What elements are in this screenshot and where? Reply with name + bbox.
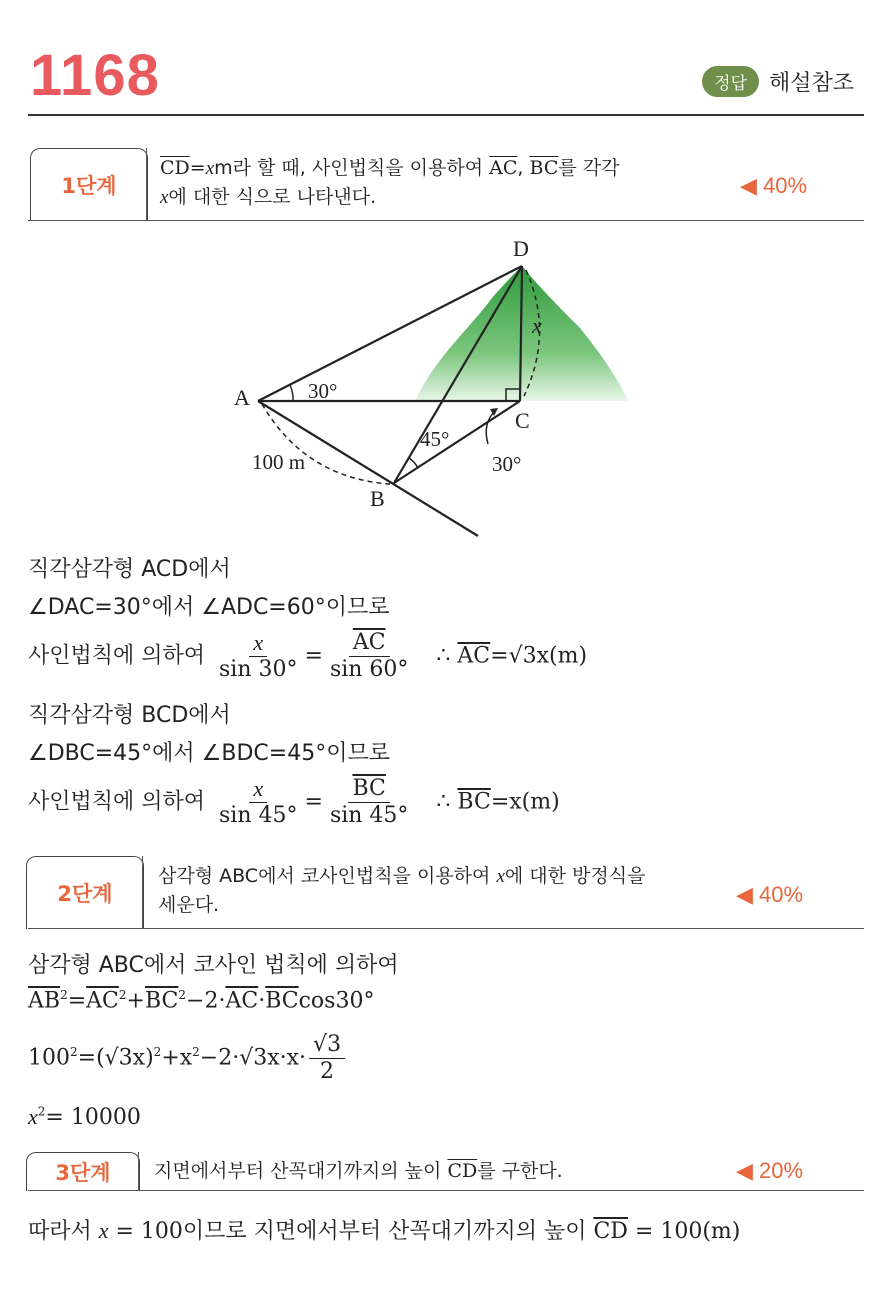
result: =x(m) (490, 789, 560, 815)
text: 를 각각 (558, 157, 620, 179)
text: 직각삼각형 ACD에서 (28, 557, 231, 582)
denominator: sin 45° (219, 803, 298, 828)
result: = 10000 (45, 1105, 141, 1130)
text: 에 대한 식으로 나타낸다. (168, 186, 377, 208)
var-x: x (98, 1218, 109, 1243)
term: =(√3x) (77, 1045, 154, 1071)
exponent: 2 (178, 988, 187, 1002)
step3-rule (28, 1190, 864, 1191)
exponent: 2 (37, 1104, 46, 1119)
angle-label-45-B: 45° (420, 427, 450, 451)
step3-divider (138, 1152, 139, 1190)
step3-label: 3단계 (26, 1152, 140, 1191)
final-answer (28, 1214, 740, 1245)
segment-bc: $\overline{BC}$ (144, 988, 179, 1014)
exponent: 2 (192, 1045, 200, 1060)
denominator: sin 45° (329, 803, 409, 828)
problem-number: 1168 (30, 43, 160, 108)
minus-term: −2· (186, 988, 226, 1014)
fraction (215, 630, 301, 683)
numerator: x (249, 630, 267, 657)
step2-rule (28, 928, 864, 929)
numerator: $\overline{AC}$ (349, 630, 390, 657)
segment-ac: $\overline{AC}$ (225, 988, 259, 1014)
exponent: 2 (118, 988, 127, 1002)
segment-bc: $\overline{BC}$ (457, 789, 491, 815)
text: = 100이므로 지면에서부터 산꼭대기까지의 높이 (108, 1219, 594, 1244)
label-A: A (234, 385, 250, 410)
plus: + (126, 988, 145, 1014)
sol1-line4 (28, 698, 231, 729)
step3-percent: ◀ 20% (736, 1158, 804, 1183)
sol1-line3 (28, 630, 587, 683)
answer-text: 해설참조 (768, 71, 854, 96)
segment-ab: $\overline{AB}$ (28, 988, 61, 1014)
result: =√3x(m) (490, 643, 588, 669)
numerator: √3 (309, 1032, 345, 1059)
sol2-line4 (28, 1104, 141, 1130)
answer-area (702, 66, 854, 97)
header-divider (28, 114, 864, 116)
text: , (517, 157, 530, 179)
var-x: x (496, 866, 505, 887)
angle-arrow-C (486, 410, 496, 444)
sol1-line5 (28, 736, 390, 767)
dot: · (258, 988, 266, 1014)
text: 에 대한 방정식을 (504, 865, 646, 887)
text: 직각삼각형 BCD에서 (28, 703, 231, 728)
text: 삼각형 ABC에서 코사인 법칙에 의하여 (28, 953, 399, 978)
therefore: ∴ (436, 789, 451, 815)
term: −2·√3x·x· (199, 1045, 307, 1071)
equals: = (189, 157, 206, 179)
step2-description (158, 862, 645, 919)
distance-label: 100 m (252, 450, 306, 474)
denominator: sin 60° (329, 657, 409, 682)
segment-ac: $\overline{AC}$ (489, 157, 518, 179)
triangle-mountain-diagram (220, 228, 660, 543)
step2-percent: ◀ 40% (736, 882, 804, 907)
step3-description (154, 1157, 563, 1185)
sol2-line2 (28, 988, 374, 1013)
segment-cd: $\overline{CD}$ (160, 157, 190, 179)
denominator: sin 30° (219, 657, 298, 682)
angle-label-30-A: 30° (308, 379, 338, 403)
segment-bc: $\overline{BC}$ (265, 988, 299, 1014)
text: ∠DBC=45°에서 ∠BDC=45°이므로 (28, 741, 390, 766)
angle-arc-B (409, 458, 418, 468)
step1-divider (146, 148, 147, 220)
exponent: 2 (70, 1045, 78, 1060)
angle-label-30-C: 30° (492, 452, 522, 476)
step2-divider (142, 856, 143, 928)
text: 삼각형 ABC에서 코사인법칙을 이용하여 (158, 865, 497, 887)
step2-label: 2단계 (26, 856, 144, 929)
term: +x (161, 1045, 193, 1071)
segment-bc: $\overline{BC}$ (529, 157, 559, 179)
cosine: cos30° (298, 988, 375, 1014)
exponent: 2 (60, 988, 68, 1002)
step1-label: 1단계 (30, 148, 148, 221)
numerator: $\overline{BC}$ (348, 776, 389, 803)
fraction (326, 630, 412, 683)
segment-ac: $\overline{AC}$ (457, 643, 491, 669)
numerator: x (249, 776, 267, 803)
sol2-line3 (28, 1032, 348, 1085)
text: 세운다. (158, 894, 220, 916)
sol1-line6 (28, 776, 560, 829)
segment-ac: $\overline{AC}$ (86, 988, 119, 1014)
label-D: D (513, 236, 529, 261)
segment-cd: $\overline{CD}$ (593, 1219, 628, 1244)
text: 를 구한다. (477, 1160, 563, 1182)
result: = 100(m) (627, 1219, 741, 1244)
text: 100 (28, 1045, 70, 1071)
label-B: B (370, 486, 385, 511)
equals: = (304, 789, 323, 815)
step1-description (160, 154, 619, 212)
text: 사인법칙에 의하여 (28, 643, 206, 669)
step1-percent: ◀ 40% (740, 173, 808, 198)
text: m라 할 때, 사인법칙을 이용하여 (214, 157, 490, 179)
equals: = (304, 643, 323, 669)
var-x: x (160, 187, 169, 208)
var-x: x (28, 1104, 38, 1129)
text: 사인법칙에 의하여 (28, 789, 206, 815)
sol1-line2 (28, 590, 389, 621)
equals: = (67, 988, 87, 1014)
exponent: 2 (153, 1045, 162, 1060)
answer-badge: 정답 (702, 66, 759, 97)
therefore: ∴ (436, 643, 451, 669)
step1-rule (28, 220, 864, 221)
sol2-line1 (28, 948, 399, 979)
angle-arc-A (290, 385, 293, 401)
fraction (326, 776, 412, 829)
denominator: 2 (320, 1059, 335, 1084)
fraction (309, 1032, 345, 1085)
text: ∠DAC=30°에서 ∠ADC=60°이므로 (28, 595, 390, 620)
text: 따라서 (28, 1219, 99, 1244)
sol1-line1 (28, 552, 231, 583)
label-C: C (515, 408, 530, 433)
text: 지면에서부터 산꼭대기까지의 높이 (154, 1160, 448, 1182)
fraction (215, 776, 301, 829)
segment-cd: $\overline{CD}$ (447, 1160, 478, 1182)
var-x: x (205, 158, 215, 179)
label-x: x (532, 313, 542, 338)
